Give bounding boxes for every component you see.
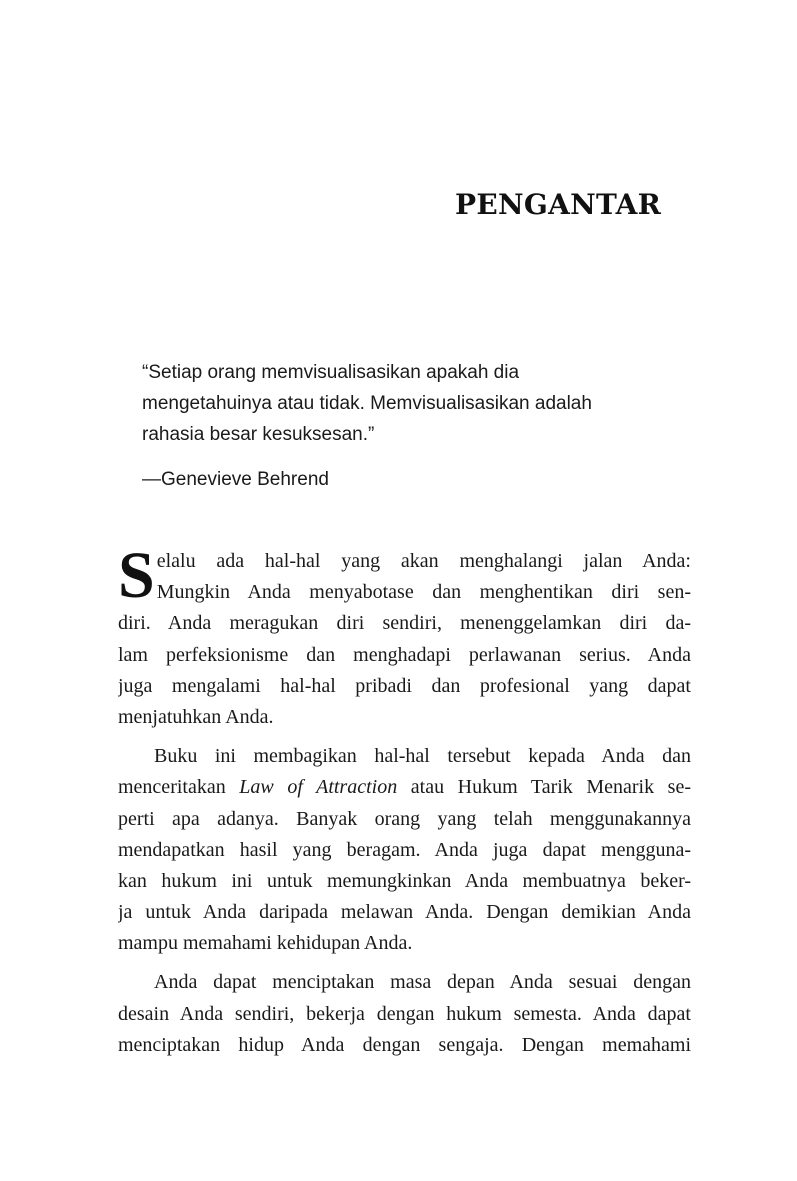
epigraph-line: rahasia besar kesuksesan.”: [142, 424, 375, 445]
epigraph-attribution: —Genevieve Behrend: [142, 469, 329, 490]
paragraph-2: [118, 741, 691, 959]
text-line: ja untuk Anda daripada melawan Anda. Dengan demikian Anda: [118, 901, 691, 924]
text-line: kan hukum ini untuk memungkinkan Anda membuatnya beker-: [118, 869, 691, 892]
paragraph-1: [118, 539, 691, 733]
text-line: lam perfeksionisme dan menghadapi perlawanan serius. Anda: [118, 643, 691, 666]
text-segment: menceritakan: [118, 776, 240, 799]
text-line: [118, 772, 691, 803]
text-line: mendapatkan hasil yang beragam. Anda juga dapat mengguna-: [118, 838, 691, 861]
epigraph-quote: [142, 357, 662, 450]
drop-cap: S: [118, 539, 155, 612]
text-line: menciptakan hidup Anda dengan sengaja. Dengan memahami: [118, 1033, 691, 1056]
text-line: Buku ini membagikan hal-hal tersebut kepada Anda dan: [154, 745, 691, 768]
text-line: desain Anda sendiri, bekerja dengan hukum semesta. Anda dapat: [118, 1002, 691, 1025]
epigraph-line: mengetahuinya atau tidak. Memvisualisasikan adalah: [142, 393, 592, 414]
paragraph-3: [118, 967, 691, 1061]
text-line: diri. Anda meragukan diri sendiri, menenggelamkan diri da-: [118, 612, 691, 635]
text-line: elalu ada hal-hal yang akan menghalangi jalan Anda:: [156, 550, 691, 572]
text-segment: atau Hukum Tarik Menarik se-: [397, 776, 691, 799]
epigraph-line: “Setiap orang memvisualisasikan apakah dia: [142, 362, 520, 383]
text-line: perti apa adanya. Banyak orang yang telah menggunakannya: [118, 807, 691, 830]
chapter-title: PENGANTAR: [455, 188, 662, 221]
text-line: menjatuhkan Anda.: [118, 705, 274, 728]
body-text: [118, 539, 691, 1069]
italic-term: Law of Attraction: [239, 776, 398, 799]
text-line: Anda dapat menciptakan masa depan Anda sesuai dengan: [154, 971, 691, 994]
text-line: mampu memahami kehidupan Anda.: [118, 932, 413, 955]
text-line: Mungkin Anda menyabotase dan menghentikan diri sen-: [156, 581, 691, 604]
text-line: juga mengalami hal-hal pribadi dan profesional yang dapat: [118, 674, 691, 697]
